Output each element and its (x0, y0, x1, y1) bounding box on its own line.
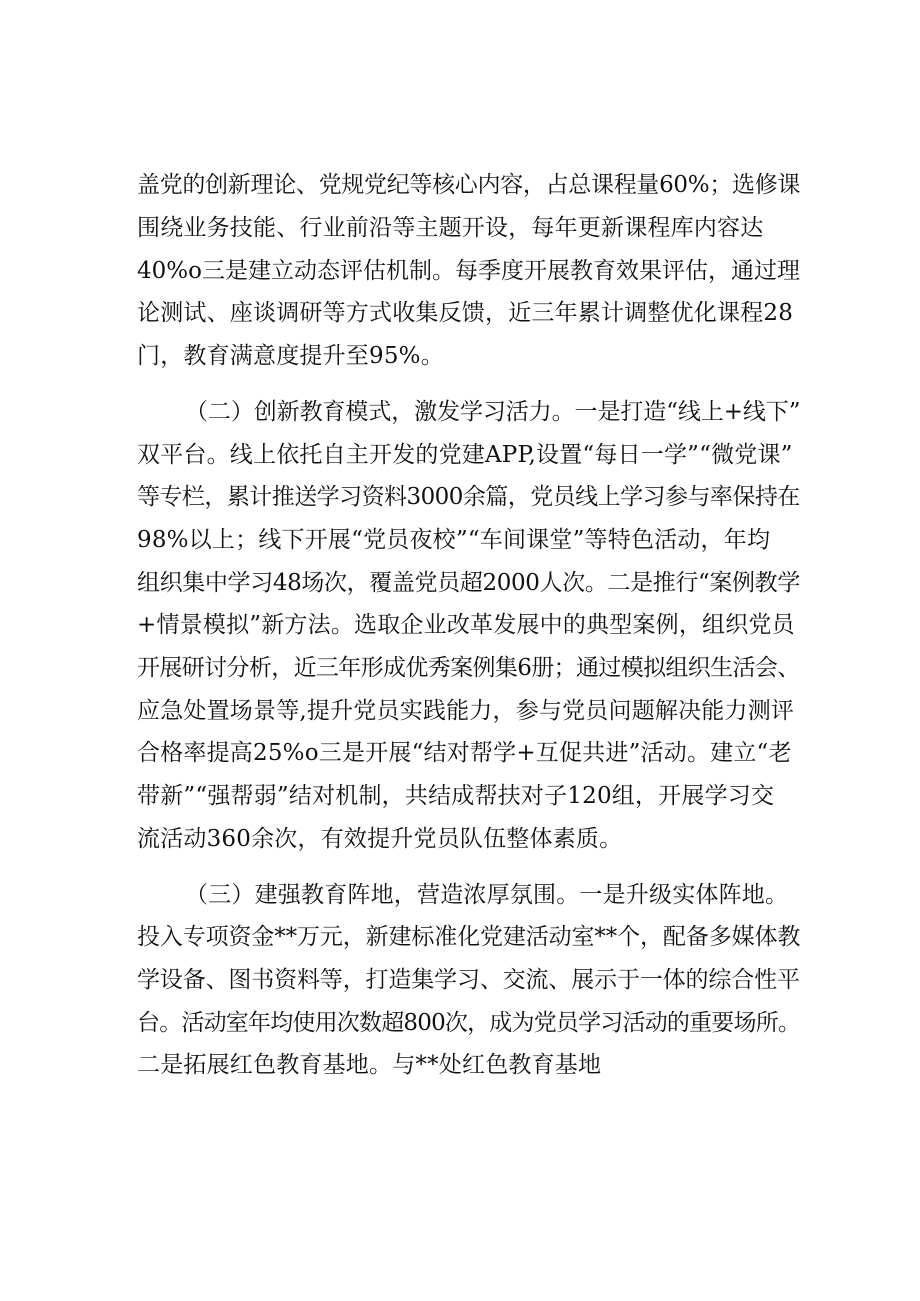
text-line: 应急处置场景等,提升党员实践能力，参与党员问题解决能力测评 (137, 698, 795, 724)
text-line: 论测试、座谈调研等方式收集反馈，近三年累计调整优化课程28 (137, 300, 794, 326)
text-line: 学设备、图书资料等，打造集学习、交流、展示于一体的综合性平 (137, 967, 800, 993)
text-line: 门，教育满意度提升至95%。 (137, 343, 444, 369)
text-line: +情景模拟”新方法。选取企业改革发展中的典型案例，组织党员 (137, 612, 795, 638)
text-line: 带新”“强帮弱”结对机制，共结成帮扶对子120组，开展学习交 (137, 783, 775, 809)
text-line: 盖党的创新理论、党规党纪等核心内容，占总课程量60%；选修课 (137, 172, 801, 198)
paragraph-first-line: （二）创新教育模式，激发学习活力。一是打造“线上+线下” (185, 399, 801, 425)
text-line: 40%o三是建立动态评估机制。每季度开展教育效果评估，通过理 (137, 258, 800, 284)
text-line: 98%以上；线下开展“党员夜校”“车间课堂”等特色活动，年均 (137, 527, 771, 553)
text-line: 合格率提高25%o三是开展“结对帮学+互促共进”活动。建立“老 (137, 740, 792, 766)
text-line: 二是拓展红色教育基地。与**处红色教育基地 (137, 1052, 602, 1078)
text-line: 等专栏，累计推送学习资料3000余篇，党员线上学习参与率保持在 (137, 484, 800, 510)
text-line: 台。活动室年均使用次数超800次，成为党员学习活动的重要场所。 (137, 1010, 801, 1036)
paragraph-first-line: （三）建强教育阵地，营造浓厚氛围。一是升级实体阵地。 (185, 882, 789, 908)
text-line: 双平台。线上依托自主开发的党建APP,设置“每日一学”“微党课” (137, 442, 793, 468)
text-line: 围绕业务技能、行业前沿等主题开设，每年更新课程库内容达 (137, 215, 764, 241)
text-line: 开展研讨分析，近三年形成优秀案例集6册；通过模拟组织生活会、 (137, 655, 800, 681)
text-line: 流活动360余次，有效提升党员队伍整体素质。 (137, 826, 623, 852)
text-line: 组织集中学习48场次，覆盖党员超2000人次。二是推行“案例教学 (137, 570, 800, 596)
text-line: 投入专项资金**万元，新建标准化党建活动室**个，配备多媒体教 (137, 924, 801, 950)
